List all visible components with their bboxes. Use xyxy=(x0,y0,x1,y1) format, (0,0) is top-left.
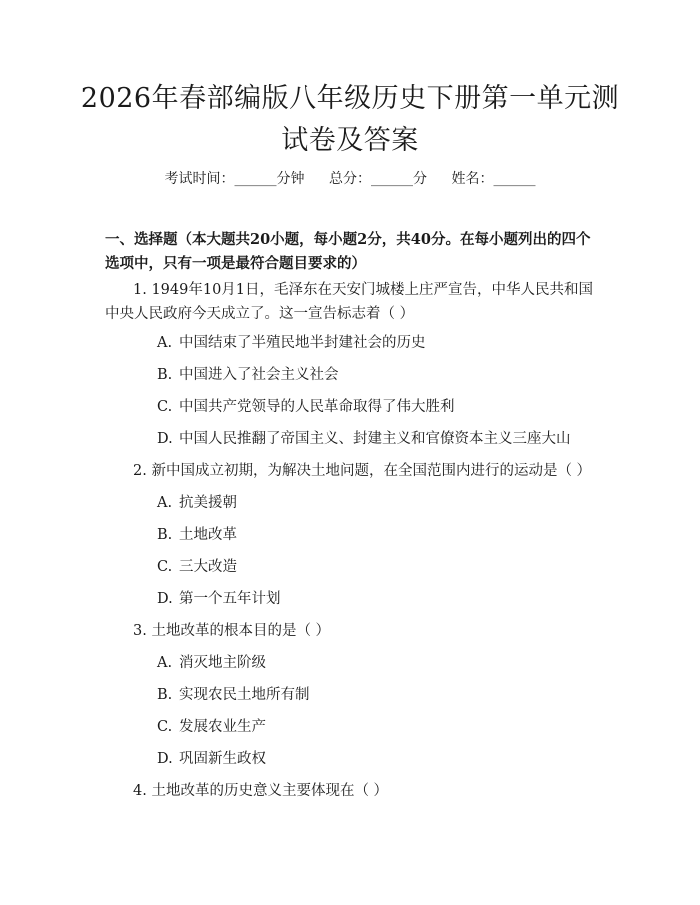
question-1-stem: 1. 1949年10月1日，毛泽东在天安门城楼上庄严宣告，中华人民共和国中央人民政府今天成立了。这一宣告标志着（ ） xyxy=(105,282,594,322)
question-4-stem: 4. 土地改革的历史意义主要体现在（ ） xyxy=(133,783,389,799)
question-3-option-c: C. 发展农业生产 xyxy=(157,719,266,735)
page-title: 2026年春部编版八年级历史下册第一单元测试卷及答案 xyxy=(80,83,620,156)
exam-score: 总分：______分 xyxy=(329,171,427,187)
question-1-option-a: A. 中国结束了半殖民地半封建社会的历史 xyxy=(157,335,426,351)
question-3-option-a: A. 消灭地主阶级 xyxy=(157,655,266,671)
question-3-stem: 3. 土地改革的根本目的是（ ） xyxy=(133,623,331,639)
exam-meta xyxy=(0,168,700,188)
section-heading: 一、选择题（本大题共20小题，每小题2分，共40分。在每小题列出的四个选项中，只有一项是最符合题目要求的） xyxy=(105,231,591,272)
question-2-option-b: B. 土地改革 xyxy=(157,527,237,543)
student-name: 姓名：______ xyxy=(451,171,536,187)
question-1-option-c: C. 中国共产党领导的人民革命取得了伟大胜利 xyxy=(157,399,455,415)
question-3-option-d: D. 巩固新生政权 xyxy=(157,751,266,767)
question-2-stem: 2. 新中国成立初期，为解决土地问题，在全国范围内进行的运动是（ ） xyxy=(133,463,592,479)
question-2-option-a: A. 抗美援朝 xyxy=(157,495,237,511)
question-2-option-c: C. 三大改造 xyxy=(157,559,237,575)
question-1-option-b: B. 中国进入了社会主义社会 xyxy=(157,367,339,383)
question-3-option-b: B. 实现农民土地所有制 xyxy=(157,687,310,703)
question-1-option-d: D. 中国人民推翻了帝国主义、封建主义和官僚资本主义三座大山 xyxy=(157,431,571,447)
exam-time: 考试时间：______分钟 xyxy=(164,171,305,187)
question-2-option-d: D. 第一个五年计划 xyxy=(157,591,281,607)
